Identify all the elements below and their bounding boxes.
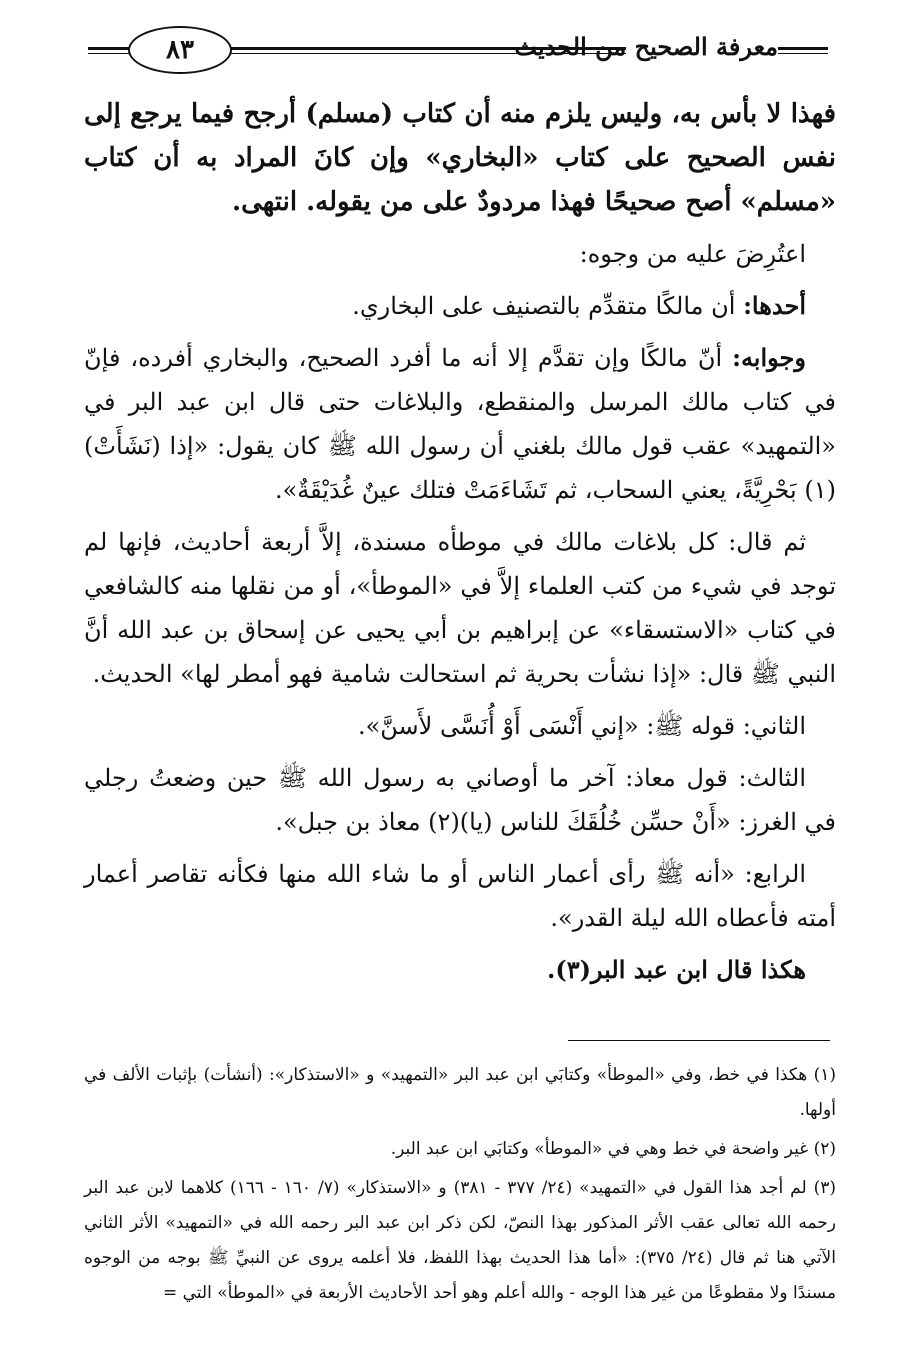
footnotes <box>84 1058 836 1315</box>
answer-paragraph <box>84 336 836 512</box>
footnote-2: (٢) غير واضحة في خط وهي في «الموطأ» وكتابَي ابن عبد البر. <box>390 1139 836 1159</box>
first-label: أحدها: <box>743 291 806 320</box>
main-text <box>84 92 836 1000</box>
fourth-objection: الرابع: «أنه ﷺ رأى أعمار الناس أو ما شاء الله منها فكأنه تقاصر أعمار أمته فأعطاه الله ليلة القدر». <box>84 860 836 932</box>
footnote-1: (١) هكذا في خط، وفي «الموطأ» وكتابَي ابن عبد البر «التمهيد» و «الاستذكار»: (أنشأت) بإثبات الألف في أولها. <box>84 1065 836 1120</box>
first-text: أن مالكًا متقدِّم بالتصنيف على البخاري. <box>352 292 736 320</box>
first-objection <box>84 284 836 328</box>
intro-paragraph: فهذا لا بأس به، وليس يلزم منه أن كتاب (مسلم) أرجح فيما يرجع إلى نفس الصحيح على كتاب «البخاري» وإن كانَ المراد به أن كتاب «مسلم» أصح صحيحًا فهذا مردودٌ على من يقوله. انتهى. <box>84 99 836 217</box>
page-number: ٨٣ <box>128 26 232 74</box>
then-said-paragraph: ثم قال: كل بلاغات مالك في موطأه مسندة، إلاَّ أربعة أحاديث، فإنها لم توجد في شيء من كتب العلماء إلاَّ في «الموطأ»، أو من نقلها منه كالشافعي في كتاب «الاستسقاء» عن إبراهيم بن أبي يحيى عن إسحاق بن عبد الله أنَّ النبي ﷺ قال: «إذا نشأت بحرية ثم استحالت شامية فهو أمطر لها» الحديث. <box>84 528 837 688</box>
running-title: معرفة الصحيح من الحديث <box>514 32 778 61</box>
footnote-3: (٣) لم أجد هذا القول في «التمهيد» (٢٤/ ٣٧٧ - ٣٨١) و «الاستذكار» (٧/ ١٦٠ - ١٦٦) كلاهما لابن عبد البر رحمه الله تعالى عقب الأثر المذكور بهذا النصّ، لكن ذكر ابن عبد البر رحمه الله في «التمهيد» الأثر الثاني الآتي هنا ثم قال (٢٤/ ٣٧٥): «أما هذا الحديث بهذا اللفظ، فلا أعلمه يروى عن النبيِّ ﷺ بوجه من الوجوه مسندًا ولا مقطوعًا من غير هذا الوجه - والله أعلم وهو أحد الأحاديث الأربعة في «الموطأ» التي = <box>84 1178 837 1303</box>
footnote-separator <box>568 1040 830 1041</box>
answer-label: وجوابه: <box>732 343 806 372</box>
closing-line: هكذا قال ابن عبد البر(٣). <box>546 955 806 984</box>
header-rule-right <box>778 47 828 54</box>
second-objection: الثاني: قوله ﷺ: «إني أَنْسَى أَوْ أُنَسَّى لأَسنَّ». <box>357 712 806 740</box>
answer-text: أنّ مالكًا وإن تقدَّم إلا أنه ما أفرد الصحيح، والبخاري أفرده، فإنّ في كتاب مالك المرسل والمنقطع، والبلاغات حتى قال ابن عبد البر في «التمهيد» عقب قول مالك بلغني أن رسول الله ﷺ كان يقول: «إذا (نَشَأَتْ)(١) بَحْرِيَّةً، يعني السحاب، ثم تَشَاءَمَتْ فتلك عينٌ غُدَيْقَةٌ». <box>84 344 836 504</box>
page-header <box>88 26 828 76</box>
objection-intro: اعتُرِضَ عليه من وجوه: <box>579 240 806 268</box>
third-objection: الثالث: قول معاذ: آخر ما أوصاني به رسول الله ﷺ حين وضعتُ رجلي في الغرز: «أَنْ حسِّن خُلُقَكَ للناس (يا)(٢) معاذ بن جبل». <box>84 764 836 836</box>
